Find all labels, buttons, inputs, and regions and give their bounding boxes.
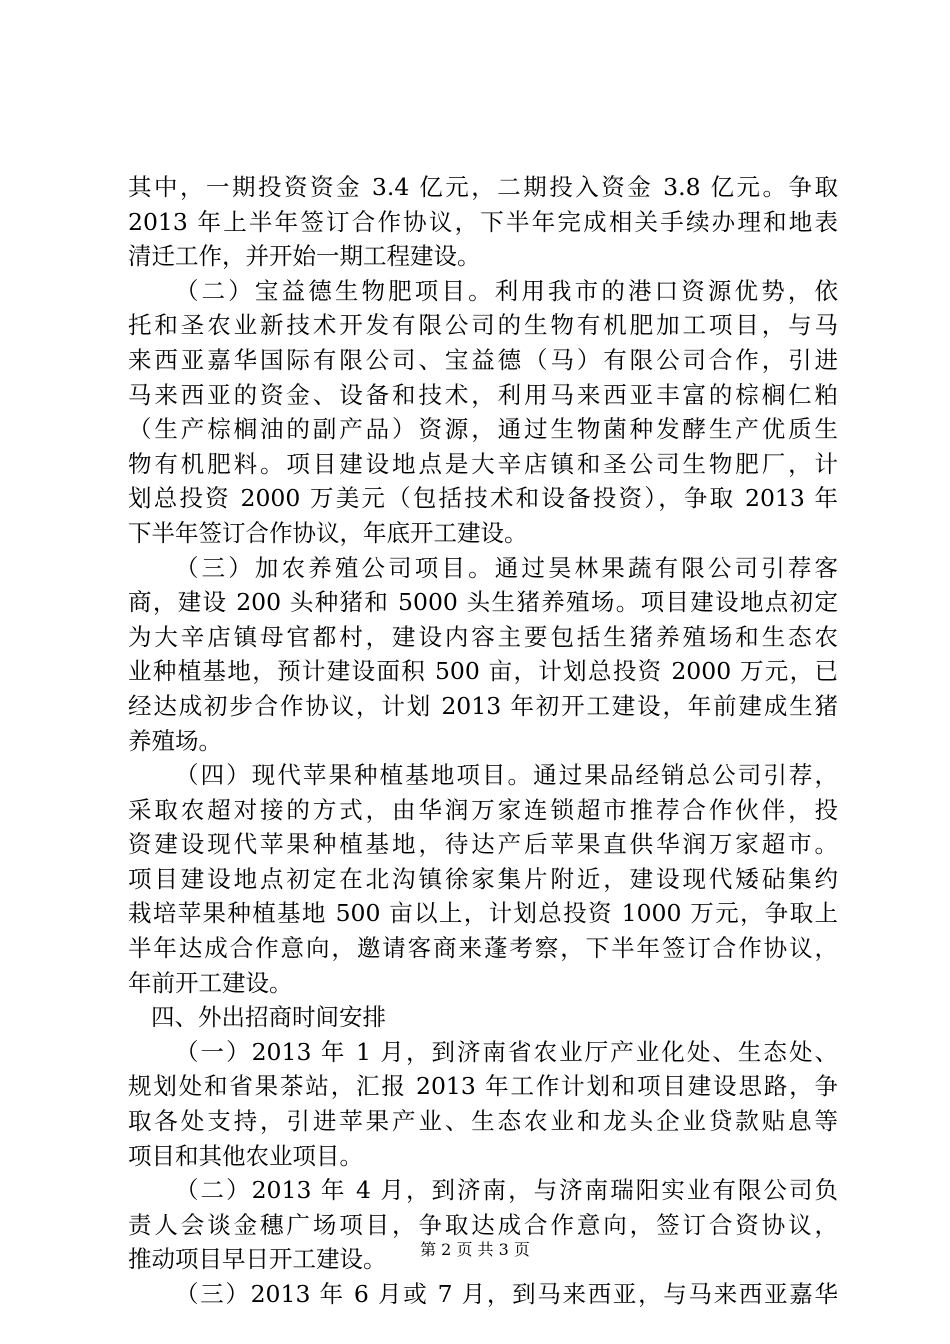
text-line: 划总投资 2000 万美元（包括技术和设备投资），争取 2013 年 — [128, 484, 838, 513]
text-line: 业种植基地，预计建设面积 500 亩，计划总投资 2000 万元，已 — [128, 657, 838, 686]
text-line: 下半年签订合作协议，年底开工建设。 — [128, 518, 528, 547]
text-line: 托和圣农业新技术开发有限公司的生物有机肥加工项目，与马 — [128, 311, 838, 340]
text-line: （三）2013 年 6 月或 7 月，到马来西亚，与马来西亚嘉华 — [175, 1280, 838, 1308]
text-line: 2013 年上半年签订合作协议，下半年完成相关手续办理和地表 — [128, 207, 838, 236]
text-line: 资建设现代苹果种植基地，待达产后苹果直供华润万家超市。 — [128, 830, 838, 859]
text-line: 来西亚嘉华国际有限公司、宝益德（马）有限公司合作，引进 — [128, 345, 838, 374]
text-line: 为大辛店镇母官都村，建设内容主要包括生猪养殖场和生态农 — [128, 622, 838, 651]
text-line: （二）宝益德生物肥项目。利用我市的港口资源优势，依 — [175, 276, 838, 305]
page-number: 第 2 页 共 3 页 — [420, 1240, 530, 1259]
text-line: 项目建设地点初定在北沟镇徐家集片附近，建设现代矮砧集约 — [128, 864, 838, 893]
text-line: 取各处支持，引进苹果产业、生态农业和龙头企业贷款贴息等 — [128, 1107, 838, 1136]
text-line: 年前开工建设。 — [128, 968, 293, 997]
text-line: 规划处和省果茶站，汇报 2013 年工作计划和项目建设思路，争 — [128, 1072, 838, 1101]
text-line: （生产棕榈油的副产品）资源，通过生物菌种发酵生产优质生 — [128, 415, 838, 444]
section-heading: 四、外出招商时间安排 — [151, 1003, 386, 1032]
page-footer — [0, 1240, 950, 1260]
text-line: 栽培苹果种植基地 500 亩以上，计划总投资 1000 万元，争取上 — [128, 899, 838, 928]
text-line: 经达成初步合作协议，计划 2013 年初开工建设，年前建成生猪 — [128, 691, 838, 720]
text-line: 清迁工作，并开始一期工程建设。 — [128, 242, 481, 271]
text-line: （一）2013 年 1 月，到济南省农业厅产业化处、生态处、 — [175, 1037, 838, 1066]
text-line: 责人会谈金穗广场项目，争取达成合作意向，签订合资协议， — [128, 1210, 838, 1239]
text-line: 其中，一期投资资金 3.4 亿元，二期投入资金 3.8 亿元。争取 — [128, 173, 838, 201]
text-line: 养殖场。 — [128, 726, 222, 755]
text-line: （四）现代苹果种植基地项目。通过果品经销总公司引荐， — [175, 761, 838, 790]
text-line: 商，建设 200 头种猪和 5000 头生猪养殖场。项目建设地点初定 — [128, 588, 838, 617]
text-line: （三）加农养殖公司项目。通过昊林果蔬有限公司引荐客 — [175, 553, 838, 582]
text-line: 采取农超对接的方式，由华润万家连锁超市推荐合作伙伴，投 — [128, 795, 838, 824]
text-line: 推动项目早日开工建设。 — [128, 1245, 387, 1274]
text-line: 物有机肥料。项目建设地点是大辛店镇和圣公司生物肥厂，计 — [128, 449, 838, 478]
text-line: （二）2013 年 4 月，到济南，与济南瑞阳实业有限公司负 — [175, 1176, 838, 1205]
text-line: 半年达成合作意向，邀请客商来蓬考察，下半年签订合作协议， — [128, 934, 838, 963]
text-line: 项目和其他农业项目。 — [128, 1141, 363, 1170]
text-line: 马来西亚的资金、设备和技术，利用马来西亚丰富的棕榈仁粕 — [128, 380, 838, 409]
document-body — [128, 170, 838, 1312]
